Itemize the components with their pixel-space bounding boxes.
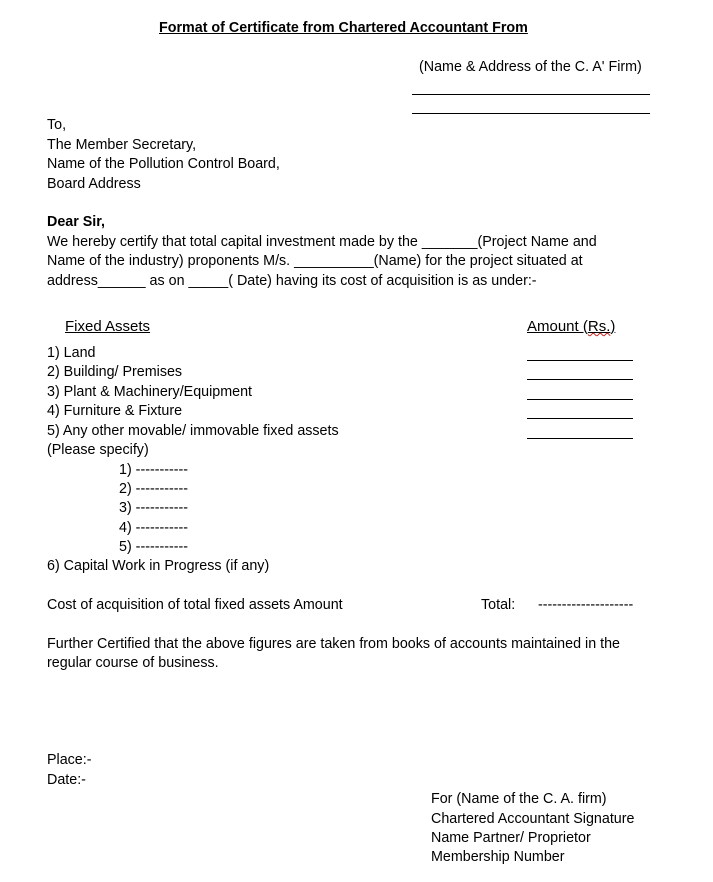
asset-item-3: 3) Plant & Machinery/Equipment: [47, 384, 253, 400]
sub-item-4: 4) -----------: [119, 520, 189, 536]
amount-line-3: [527, 399, 633, 400]
total-caption: Total:: [481, 597, 516, 613]
addressee-line-1: The Member Secretary,: [47, 137, 197, 153]
signature-line-4: Membership Number: [431, 849, 565, 865]
body-line-2: Name of the industry) proponents M/s. __________(Name) for the project situated at: [47, 253, 583, 269]
addressee-to: To,: [47, 117, 67, 133]
salutation: Dear Sir,: [47, 214, 106, 230]
total-label: Cost of acquisition of total fixed assets Amount: [47, 597, 343, 613]
fixed-assets-header: Fixed Assets: [65, 318, 151, 335]
body-line-3: address______ as on _____( Date) having its cost of acquisition is as under:-: [47, 273, 537, 289]
signature-line-3: Name Partner/ Proprietor: [431, 830, 591, 846]
place-label: Place:-: [47, 752, 92, 768]
sub-item-3: 3) -----------: [119, 500, 189, 516]
sub-item-5: 5) -----------: [119, 539, 189, 555]
signature-line-1: For (Name of the C. A. firm): [431, 791, 607, 807]
amount-line-5: [527, 438, 633, 439]
sub-item-2: 2) -----------: [119, 481, 189, 497]
asset-item-2: 2) Building/ Premises: [47, 364, 183, 380]
addressee-line-3: Board Address: [47, 176, 141, 192]
sub-item-1: 1) -----------: [119, 462, 189, 478]
ca-firm-address-line-1: [412, 94, 650, 95]
asset-item-1: 1) Land: [47, 345, 96, 361]
amount-line-4: [527, 418, 633, 419]
body-line-1: We hereby certify that total capital investment made by the _______(Project Name and: [47, 234, 597, 250]
asset-item-4: 4) Furniture & Fixture: [47, 403, 183, 419]
amount-line-2: [527, 379, 633, 380]
total-value: --------------------: [538, 597, 634, 613]
page-title: Format of Certificate from Chartered Accountant From: [159, 20, 528, 36]
further-line-1: Further Certified that the above figures are taken from books of accounts maintained in the: [47, 636, 620, 652]
further-line-2: regular course of business.: [47, 655, 219, 671]
date-label: Date:-: [47, 772, 86, 788]
addressee-line-2: Name of the Pollution Control Board,: [47, 156, 280, 172]
ca-firm-label: (Name & Address of the C. A' Firm): [419, 59, 642, 75]
amount-header: Amount (Rs.): [527, 318, 616, 335]
asset-item-5: 5) Any other movable/ immovable fixed assets: [47, 423, 339, 439]
amount-line-1: [527, 360, 633, 361]
asset-item-6: 6) Capital Work in Progress (if any): [47, 558, 270, 574]
please-specify: (Please specify): [47, 442, 149, 458]
signature-line-2: Chartered Accountant Signature: [431, 811, 635, 827]
ca-firm-address-line-2: [412, 113, 650, 114]
